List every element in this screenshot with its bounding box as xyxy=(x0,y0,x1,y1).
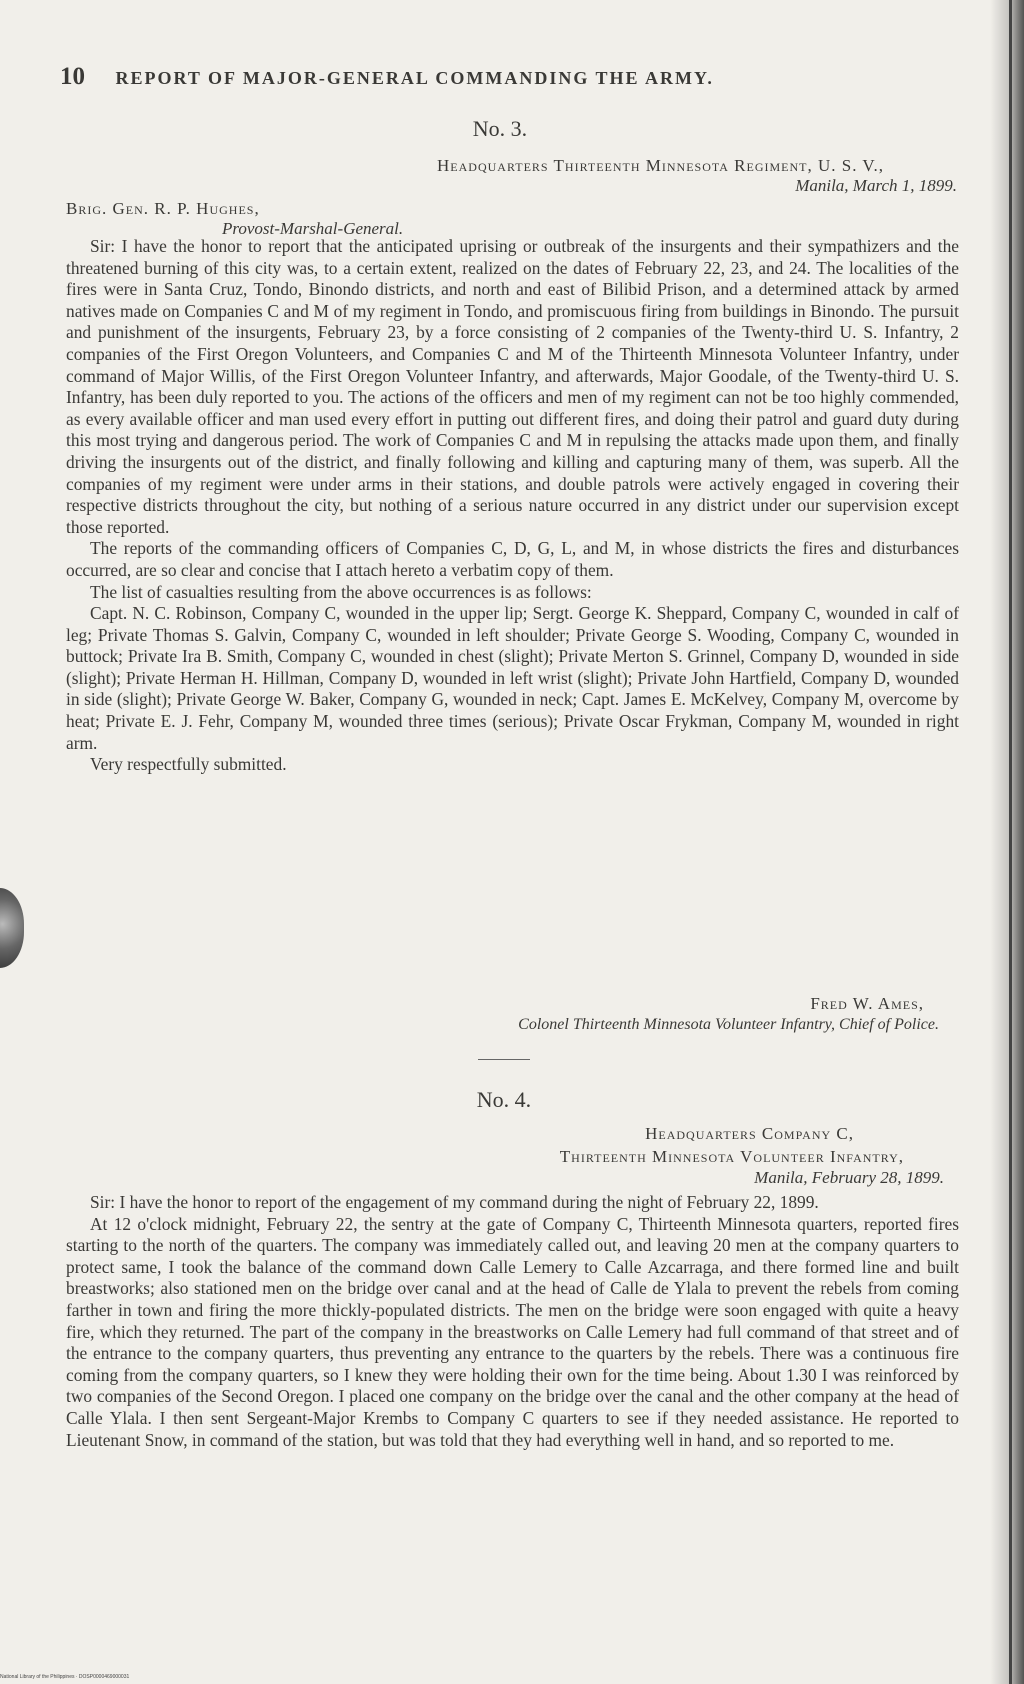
paragraph: At 12 o'clock midnight, February 22, the sentry at the gate of Company C, Thirteenth Minnesota quarters, reported fires starting to the north of the quarters. The company was immediately called out, and leaving 20 men at the company quarters to protect same, I took the balance of the command down Calle Lemery to Calle Azcarraga, and there formed line and built breastworks; also stationed men on the bridge over canal and at the head of Calle de Ylala to prevent the rebels from coming farther in town and firing the more thickly-populated districts. The men on the bridge were soon engaged with quite a heavy fire, which they returned. The part of the company in the breastworks on Calle Lemery had full command of that street and of the entrance to the company quarters, thus preventing any entrance to the quarters by the rebels. There was a continuous fire coming from the company quarters, so I knew they were holding their own for the time being. About 1.30 I was reinforced by two companies of the Second Oregon. I placed one company on the bridge over the canal and the other company at the head of Calle Ylala. I then sent Sergeant-Major Krembs to Company C quarters to see if they needed assistance. He reported to Lieutenant Snow, in command of the station, but was told that they had everything well in hand, and so reported to me. xyxy=(66,1213,959,1450)
paragraph: Very respectfully submitted. xyxy=(90,754,287,775)
section-number-4: No. 4. xyxy=(476,1087,532,1112)
scanner-thumb-shadow xyxy=(0,888,24,968)
section-number-3: No. 3. xyxy=(472,116,528,141)
page-number: 10 xyxy=(60,63,85,90)
paragraph: Capt. N. C. Robinson, Company C, wounded in the upper lip; Sergt. George K. Sheppard, Company C, wounded in calf of leg; Private Thomas S. Galvin, Company C, wounded in left shoulder; Private George S. Wooding, Company C, wounded in buttock; Private Ira B. Smith, Company C, wounded in chest (slight); Private Merton S. Grinnel, Company D, wounded in side (slight); Private Herman H. Hillman, Company D, wounded in left wrist (slight); Private John Hartfield, Company D, wounded in side (slight); Private George W. Baker, Company G, wounded in neck; Capt. James E. McKelvey, Company M, overcome by heat; Private E. J. Fehr, Company M, wounded three times (serious); Private Oscar Frykman, Company M, wounded in right arm. xyxy=(66,603,959,753)
section-divider xyxy=(478,1059,530,1060)
letter-body-3 xyxy=(66,236,959,776)
place-date: Manila, March 1, 1899. xyxy=(795,176,957,195)
letter-body-4 xyxy=(66,1192,959,1451)
page-edge-line xyxy=(1009,0,1012,1684)
addressee: Brig. Gen. R. P. Hughes, xyxy=(66,199,260,218)
scan-credit: National Library of the Philippines · DOSP0000469000031 xyxy=(0,1674,130,1680)
paragraph: Sir: I have the honor to report of the engagement of my command during the night of February 22, 1899. xyxy=(90,1192,819,1212)
paragraph: The reports of the commanding officers of Companies C, D, G, L, and M, in whose districts the fires and disturbances occurred, are so clear and concise that I attach hereto a verbatim copy of them. xyxy=(66,538,959,580)
running-header xyxy=(60,63,714,91)
addressee-title: Provost-Marshal-General. xyxy=(222,219,404,238)
signature-title: Colonel Thirteenth Minnesota Volunteer Infantry, Chief of Police. xyxy=(518,1016,939,1033)
place-date: Manila, February 28, 1899. xyxy=(754,1168,944,1187)
headquarters-line-2: Thirteenth Minnesota Volunteer Infantry, xyxy=(559,1147,904,1166)
headquarters-line: Headquarters Thirteenth Minnesota Regiment, U. S. V., xyxy=(437,156,884,175)
running-head-title: REPORT OF MAJOR-GENERAL COMMANDING THE ARMY. xyxy=(115,68,714,88)
page-edge-shadow xyxy=(990,0,1024,1684)
paragraph: The list of casualties resulting from the above occurrences is as follows: xyxy=(90,581,592,602)
paragraph: Sir: I have the honor to report that the anticipated uprising or outbreak of the insurgents and their sympathizers and the threatened burning of this city was, to a certain extent, realized on the dates of February 22, 23, and 24. The localities of the fires were in Santa Cruz, Tondo, Binondo districts, and north and east of Bilibid Prison, and a determined attack by armed natives made on Companies C and M of my regiment in Tondo, and promiscuous firing from buildings in Binondo. The pursuit and punishment of the insurgents, February 23, by a force consisting of 2 companies of the Twenty-third U. S. Infantry, 2 companies of the First Oregon Volunteers, and Companies C and M of the Thirteenth Minnesota Volunteer Infantry, under command of Major Willis, of the First Oregon Volunteer Infantry, and afterwards, Major Goodale, of the Twenty-third U. S. Infantry, has been duly reported to you. The actions of the officers and men of my regiment can not be too highly commended, as every available officer and man used every effort in putting out different fires, and doing their patrol and guard duty during this most trying and dangerous period. The work of Companies C and M in repulsing the attacks made upon them, and finally driving the insurgents out of the district, and finally following and killing and capturing many of them, was superb. All the companies of my regiment were under arms in their stations, and double patrols were actively engaged in covering their respective districts throughout the city, but nothing of a serious nature occurred in any district under our supervision except those reported. xyxy=(66,236,959,537)
headquarters-line-1: Headquarters Company C, xyxy=(645,1124,854,1143)
signature: Fred W. Ames, xyxy=(810,994,924,1013)
